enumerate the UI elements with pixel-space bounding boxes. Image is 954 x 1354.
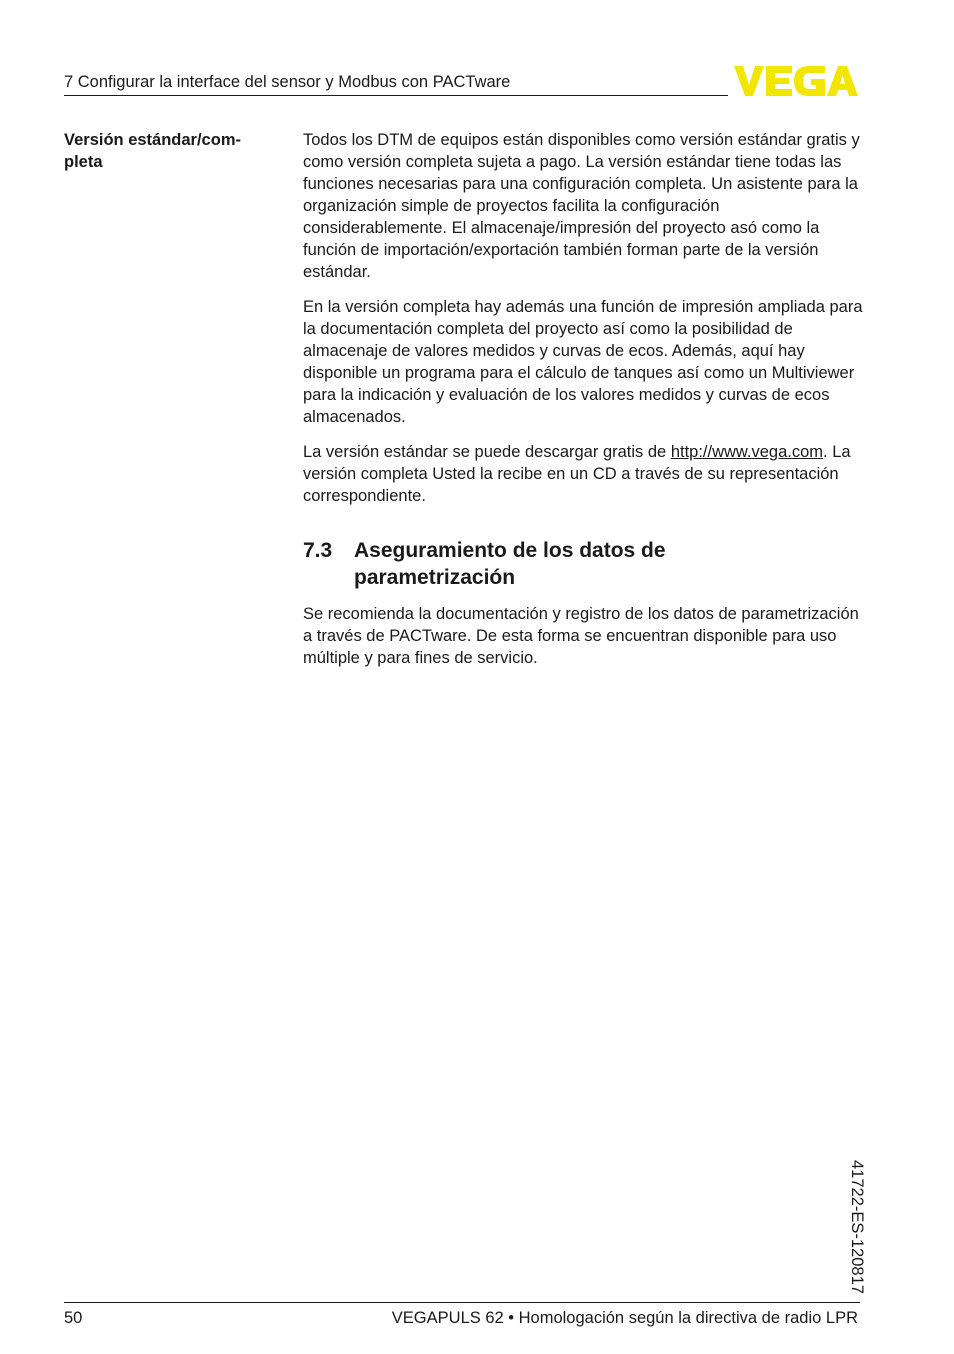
section-heading [303,537,823,591]
body-column [303,129,863,520]
section-body: Se recomienda la documentación y registro de los datos de parametrización a través de PACTware. De esta forma se encuentran disponible para uso múltiple y para fines de servicio. [303,605,859,667]
paragraph-3-lead: La versión estándar se puede descargar gratis de [303,443,671,461]
page-number: 50 [64,1309,83,1327]
running-header: 7 Configurar la interface del sensor y Modbus con PACTware [64,73,511,91]
header-divider [64,95,728,96]
paragraph-1: Todos los DTM de equipos están disponibles como versión estándar gratis y como versión completa sujeta a pago. La versión estándar tiene todas las funciones necesarias para una configuración completa. Un asistente para la organización simple de proyectos facilita la configuración considerablemente. El almacenaje/impresión del proyecto asó como la función de importación/exportación también forman parte de la versión estándar. [303,131,860,281]
section-title: Aseguramiento de los datos de parametrización [354,539,666,589]
paragraph-3 [303,441,863,507]
section-number: 7.3 [303,539,333,562]
margin-label [64,129,274,173]
paragraph-3-tail: . La versión completa Usted la recibe en un CD a través de su representación correspondiente. [303,443,851,505]
paragraph-2: En la versión completa hay además una función de impresión ampliada para la documentación completa del proyecto así como la posibilidad de almacenaje de valores medidos y curvas de ecos. Además, aquí hay disponible un programa para el cálculo de tanques así como un Multiviewer para la indicación y evaluación de los valores medidos y curvas de ecos almacenados. [303,298,863,426]
vega-website-link[interactable]: http://www.vega.com [670,443,824,461]
vega-logo [734,66,858,96]
footer-divider [64,1302,860,1303]
document-code: 41722-ES-120817 [848,1160,866,1294]
footer-document-title: VEGAPULS 62 • Homologación según la directiva de radio LPR [391,1309,858,1327]
margin-label-text: Versión estándar/com- pleta [64,131,241,171]
